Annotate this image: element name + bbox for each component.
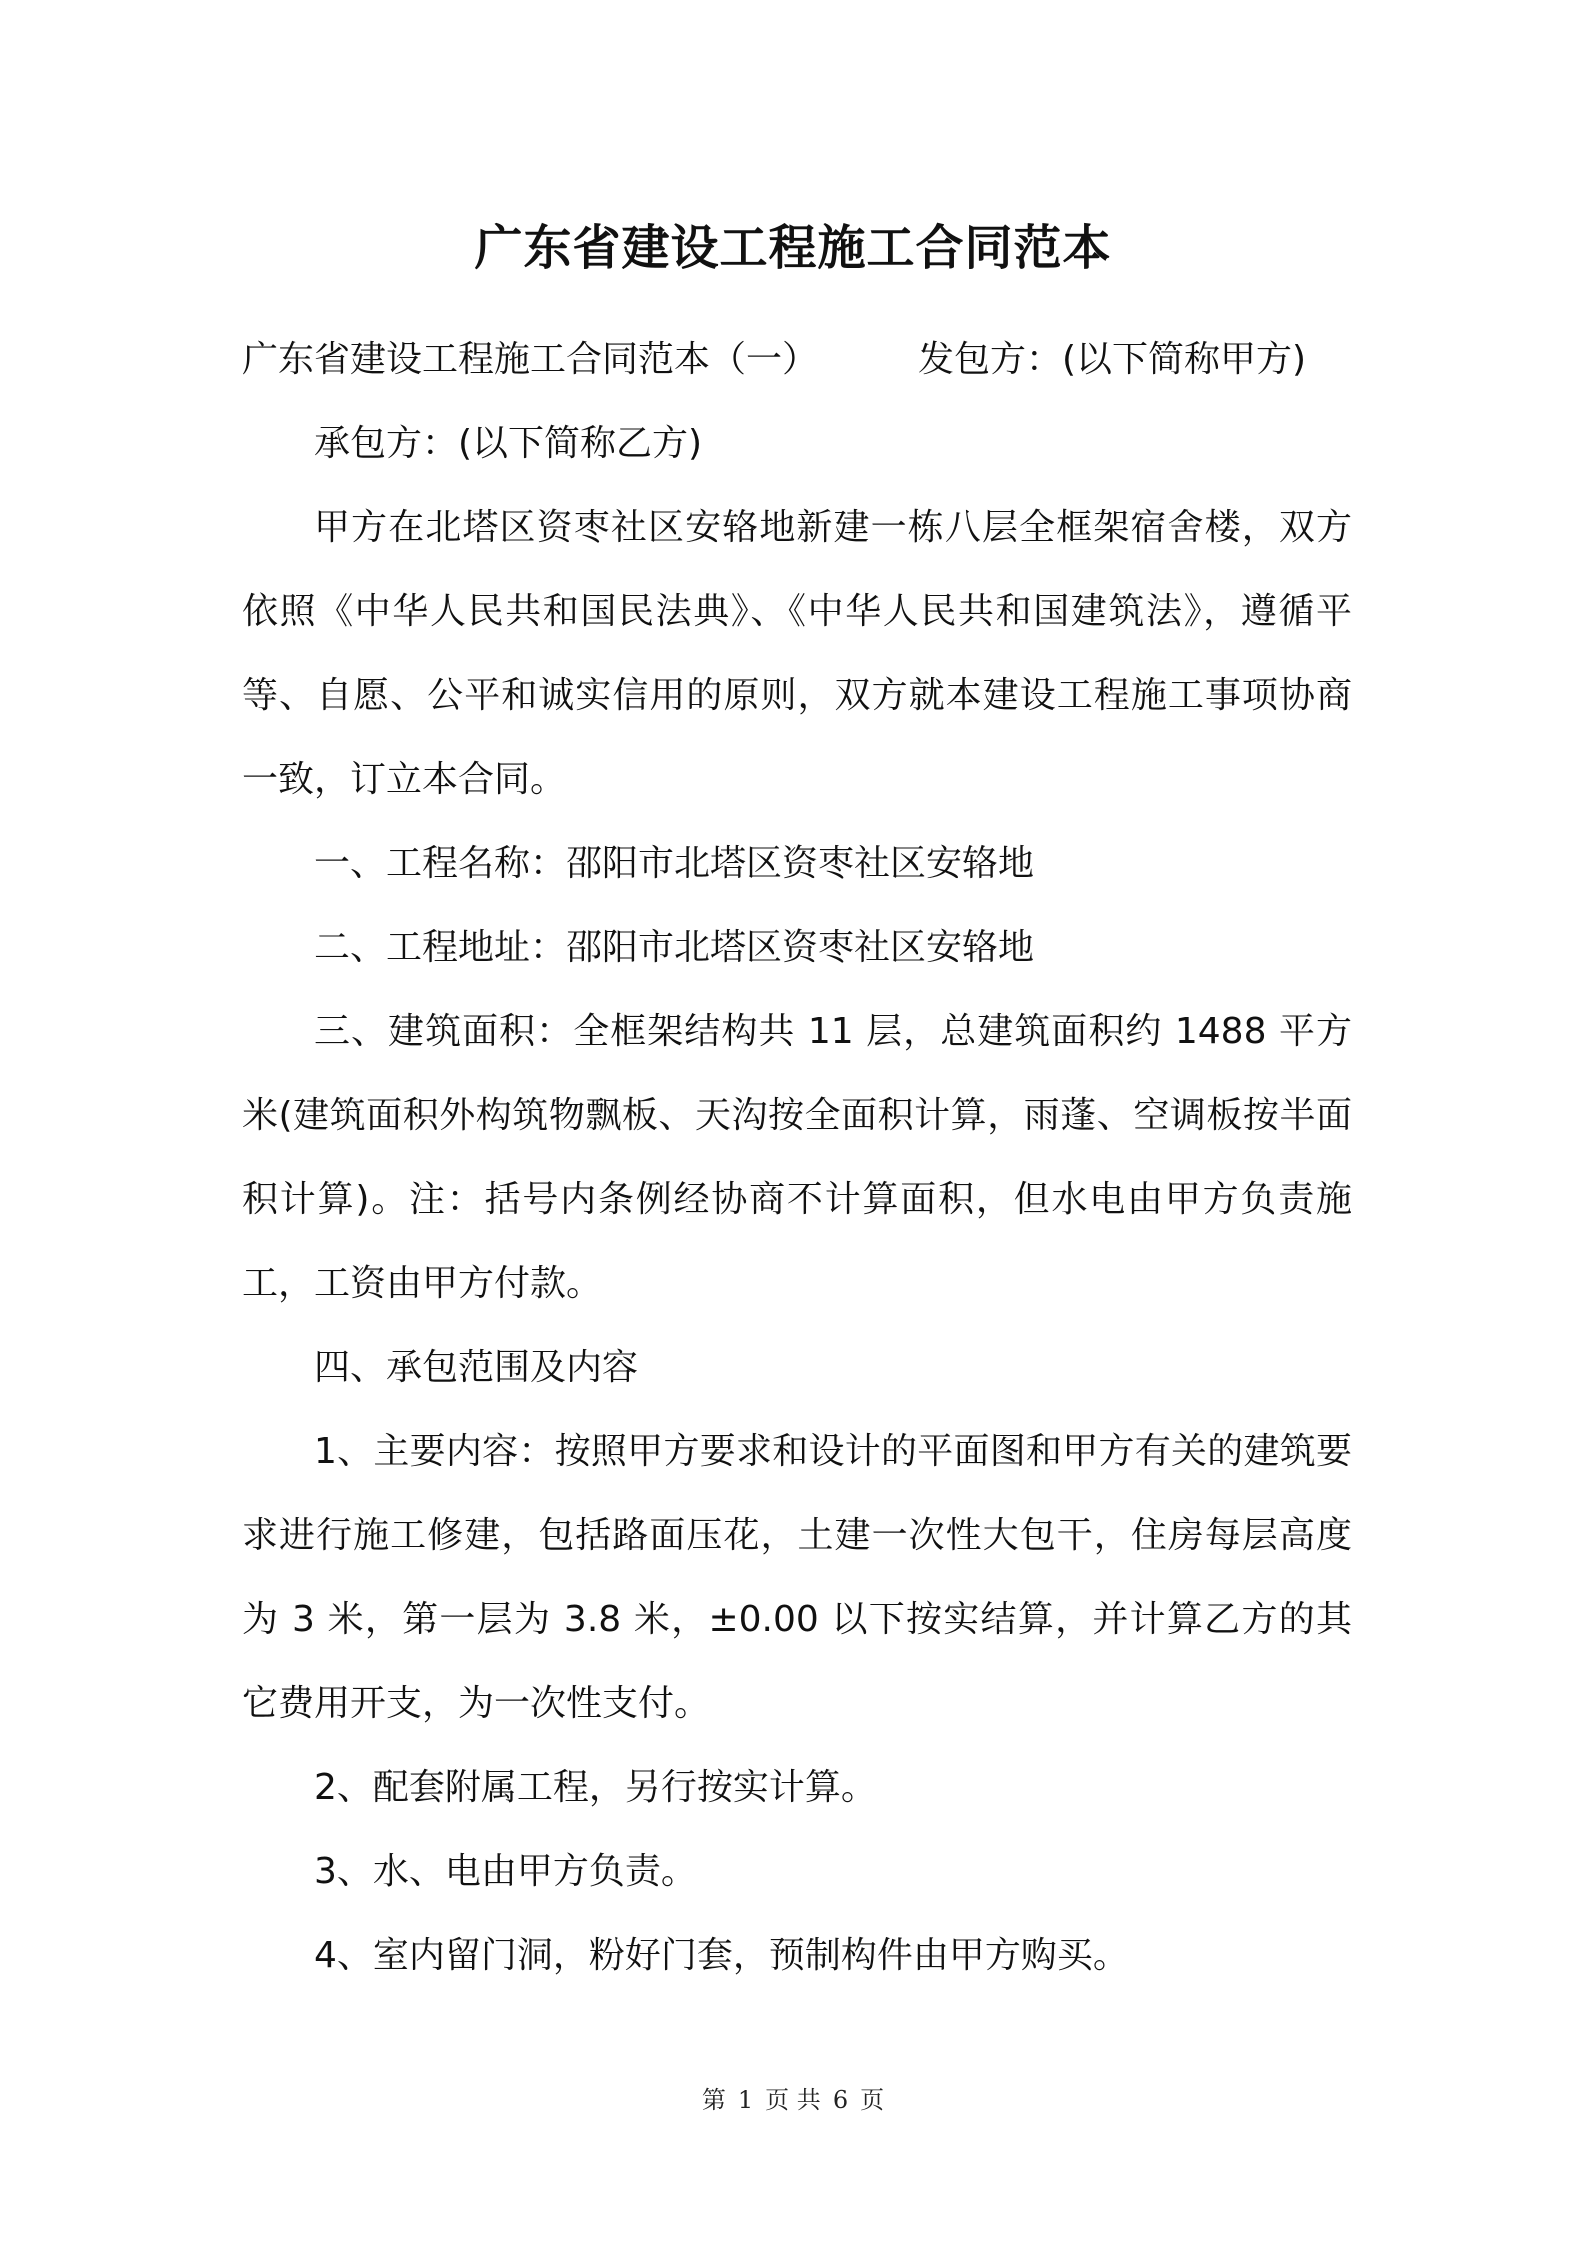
paragraph-main-content: 1、主要内容：按照甲方要求和设计的平面图和甲方有关的建筑要求进行施工修建，包括路面压花，土建一次性大包干，住房每层高度为 3 米，第一层为 3.8 米，±0.00 以下按实结算，并计算乙方的其它费用开支，为一次性支付。	[242, 1431, 1352, 1724]
document-body	[242, 318, 1352, 1998]
party-b-label: 承包方：(以下简称乙方)	[314, 423, 703, 464]
footer-page-prefix: 第	[701, 2086, 726, 2114]
paragraph-project-address: 二、工程地址：邵阳市北塔区资枣社区安辂地	[314, 927, 1035, 968]
footer-page-total: 6	[832, 2086, 849, 2114]
footer-page-suffix: 页	[860, 2086, 885, 2114]
paragraph-building-area: 三、建筑面积：全框架结构共 11 层，总建筑面积约 1488 平方米(建筑面积外构筑物飘板、天沟按全面积计算，雨蓬、空调板按半面积计算)。注：括号内条例经协商不计算面积，但水电由甲方负责施工，工资由甲方付款。	[242, 1011, 1352, 1304]
paragraph-ancillary-works: 2、配套附属工程，另行按实计算。	[314, 1767, 877, 1808]
footer-page-number: 1	[737, 2086, 754, 2114]
intro-heading: 广东省建设工程施工合同范本（一）	[242, 339, 819, 380]
party-a-label: 发包方：(以下简称甲方)	[918, 339, 1307, 380]
paragraph-scope-heading: 四、承包范围及内容	[314, 1347, 639, 1388]
paragraph-preamble: 甲方在北塔区资枣社区安辂地新建一栋八层全框架宿舍楼，双方依照《中华人民共和国民法典》、《中华人民共和国建筑法》，遵循平等、自愿、公平和诚实信用的原则，双方就本建设工程施工事项协商一致，订立本合同。	[242, 507, 1352, 800]
paragraph-water-electric: 3、水、电由甲方负责。	[314, 1851, 697, 1892]
footer-page-mid: 页 共	[765, 2086, 821, 2114]
intro-line	[242, 318, 1352, 402]
page-footer	[0, 2080, 1586, 2120]
paragraph-project-name: 一、工程名称：邵阳市北塔区资枣社区安辂地	[314, 843, 1035, 884]
paragraph-door-openings: 4、室内留门洞，粉好门套，预制构件由甲方购买。	[314, 1935, 1129, 1976]
document-title: 广东省建设工程施工合同范本	[474, 220, 1112, 276]
